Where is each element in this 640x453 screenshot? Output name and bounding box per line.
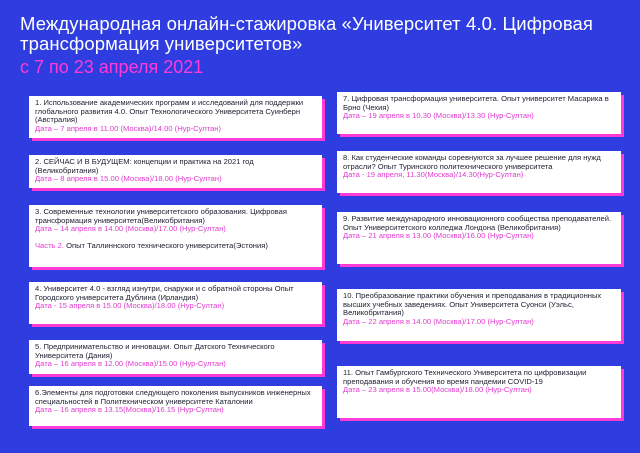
session-date: Дата – 22 апреля в 14.00 (Москва)/17.00 (Нур-Султан) <box>343 316 534 326</box>
session-title: 11. Опыт Гамбургского Технического Университета по цифровизации преподавания и обучения во время пандемии COVID-19 <box>343 368 587 386</box>
session-title: 9. Развитие международного инновационного сообщества преподавателей. Опыт Университетского колледжа Лондона (Великобритания) <box>343 214 612 232</box>
session-card-1 <box>29 96 322 138</box>
session-title: 7. Цифровая трансформация университета. Опыт университет Масарика в Брно (Чехия) <box>343 94 609 112</box>
session-title: 3. Современные технологии университетского образования. Цифровая трансформация университета(Великобритания) <box>35 207 287 225</box>
session-card-2 <box>29 155 322 188</box>
session-title: 4. Университет 4.0 - взгляд изнутри, снаружи и с обратной стороны Опыт Городского университета Дублина (Ирландия) <box>35 284 294 302</box>
session-title: 8. Как студенческие команды соревнуются за лучшее решение для нужд отрасли? Опыт Туринского политехнического университета <box>343 153 601 171</box>
session-title: 1. Использование академических программ и исследований для поддержки глобального развития 4.0. Опыт Технологического Университета Суинберн (Австралия) <box>35 98 304 125</box>
part-label: Часть 2. <box>35 240 64 250</box>
session-title: 10. Преобразование практики обучения и преподавания в традиционных высших учебных заведениях. Опыт Университета Суонси (Уэльс, Великобритания) <box>343 291 602 318</box>
session-date: Дата – 19 апреля в 10.30 (Москва)/13.30 (Нур-Султан) <box>343 111 534 121</box>
session-date: Дата – 16 апреля в 12.00 (Москва)/15.00 (Нур-Султан) <box>35 359 226 369</box>
session-card-5 <box>29 340 322 374</box>
session-date: Дата – 16 апреля в 13.15(Москва)/16.15 (Нур-Султан) <box>35 405 224 415</box>
session-title: 5. Предпринимательство и инновации. Опыт Датского Технического Университета (Дания) <box>35 342 275 360</box>
session-card-10 <box>337 289 621 341</box>
session-card-11 <box>337 366 621 418</box>
session-date: Дата – 7 апреля в 11.00 (Москва)/14.00 (Нур-Султан) <box>35 123 222 133</box>
session-date: Дата - 15 апреля в 15.00 (Москва)/18.00 (Нур-Султан) <box>35 301 225 311</box>
session-card-4 <box>29 282 322 324</box>
session-date: Дата – 8 апреля в 15.00 (Москва)/18.00 (Нур-Султан) <box>35 174 222 184</box>
session-date: Дата – 21 апреля в 13.00 (Москва)/16.00 (Нур-Султан) <box>343 231 534 241</box>
part-text: Опыт Таллиннского технического университета(Эстония) <box>63 240 268 250</box>
event-dates: с 7 по 23 апреля 2021 <box>20 57 204 77</box>
session-card-9 <box>337 212 621 264</box>
session-card-6 <box>29 386 322 426</box>
session-title: 6.Элементы для подготовки следующего поколения выпускников инженерных специальностей в Политехническом университете Каталонии <box>35 388 311 406</box>
session-date: Дата - 19 апреля, 11.30(Москва)/14.30(Нур-Султан) <box>343 170 524 180</box>
session-card-8 <box>337 151 621 193</box>
session-card-3 <box>29 205 322 267</box>
page-title: Международная онлайн-стажировка «Университет 4.0. Цифровая трансформация университетов» <box>20 13 594 54</box>
session-part-2 <box>35 242 316 251</box>
session-date: Дата – 23 апреля в 15.00(Москва)/18.00 (Нур-Султан) <box>343 385 532 395</box>
session-title: 2. СЕЙЧАС И В БУДУЩЕМ: концепции и практика на 2021 год (Великобритания) <box>35 157 254 175</box>
session-date: Дата – 14 апреля в 14.00 (Москва)/17.00 (Нур-Султан) <box>35 224 226 234</box>
session-card-7 <box>337 92 621 134</box>
